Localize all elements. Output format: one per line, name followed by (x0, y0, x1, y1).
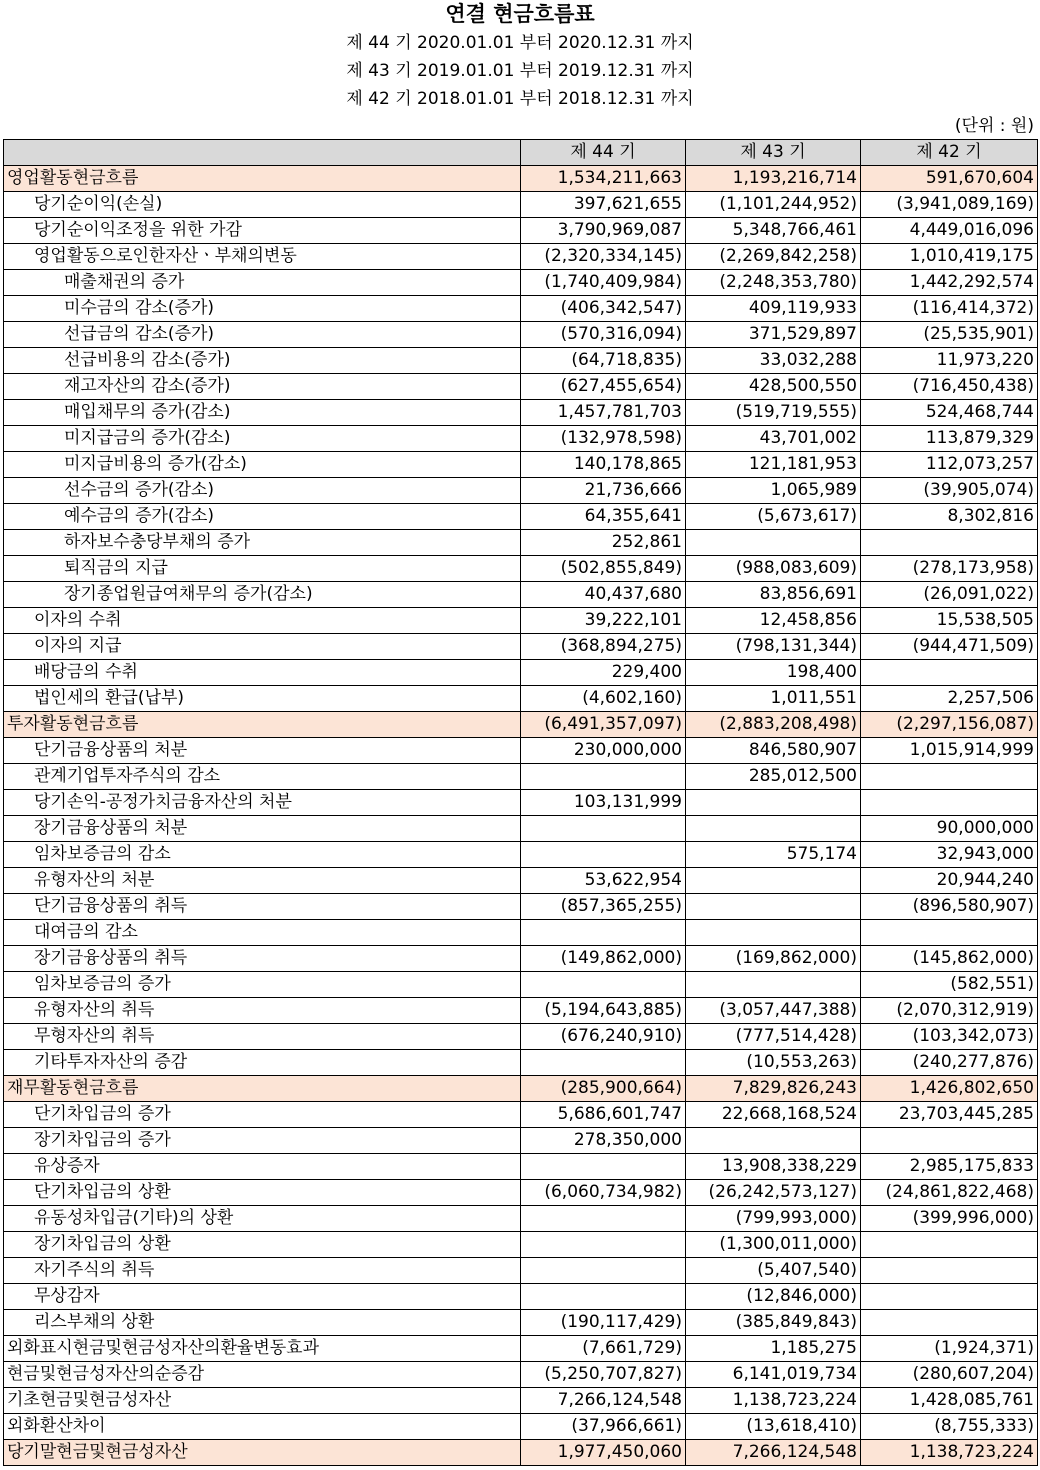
table-row (4, 738, 1038, 764)
value-44 (521, 920, 686, 946)
value-42: (1,924,371) (861, 1336, 1038, 1362)
value-42: 112,073,257 (861, 452, 1038, 478)
table-row (4, 1050, 1038, 1076)
section-row (4, 712, 1038, 738)
value-42 (861, 920, 1038, 946)
period-line: 제 42 기 2018.01.01 부터 2018.12.31 까지 (346, 89, 694, 109)
value-43: 1,185,275 (686, 1336, 861, 1362)
value-43 (686, 868, 861, 894)
value-44: (368,894,275) (521, 634, 686, 660)
table-row (4, 1232, 1038, 1258)
value-43: 371,529,897 (686, 322, 861, 348)
table-row (4, 608, 1038, 634)
value-42: (280,607,204) (861, 1362, 1038, 1388)
value-43: (10,553,263) (686, 1050, 861, 1076)
value-43: (519,719,555) (686, 400, 861, 426)
value-43: (1,300,011,000) (686, 1232, 861, 1258)
value-43: 83,856,691 (686, 582, 861, 608)
value-42: (3,941,089,169) (861, 192, 1038, 218)
value-42: (26,091,022) (861, 582, 1038, 608)
value-44: (4,602,160) (521, 686, 686, 712)
table-row (4, 530, 1038, 556)
value-42 (861, 530, 1038, 556)
value-42: 2,257,506 (861, 686, 1038, 712)
table-row (4, 998, 1038, 1024)
value-44 (521, 842, 686, 868)
value-43 (686, 920, 861, 946)
value-44 (521, 1050, 686, 1076)
row-label: 배당금의 수취 (4, 660, 521, 686)
row-label: 리스부채의 상환 (4, 1310, 521, 1336)
value-43: 43,701,002 (686, 426, 861, 452)
value-43 (686, 972, 861, 998)
value-43 (686, 790, 861, 816)
value-42: 1,138,723,224 (861, 1440, 1038, 1466)
value-43: 121,181,953 (686, 452, 861, 478)
row-label: 당기손익-공정가치금융자산의 처분 (4, 790, 521, 816)
value-44 (521, 816, 686, 842)
value-42: 2,985,175,833 (861, 1154, 1038, 1180)
value-43: 198,400 (686, 660, 861, 686)
table-row (4, 218, 1038, 244)
table-row (4, 868, 1038, 894)
value-44: 230,000,000 (521, 738, 686, 764)
value-44 (521, 1258, 686, 1284)
value-43: 1,065,989 (686, 478, 861, 504)
value-44: (285,900,664) (521, 1076, 686, 1102)
value-44: 140,178,865 (521, 452, 686, 478)
value-44 (521, 972, 686, 998)
value-42: 1,426,802,650 (861, 1076, 1038, 1102)
value-43: 7,829,826,243 (686, 1076, 861, 1102)
cash-flow-table (3, 139, 1038, 1466)
table-row (4, 296, 1038, 322)
value-43: 1,138,723,224 (686, 1388, 861, 1414)
row-label: 유형자산의 처분 (4, 868, 521, 894)
value-42: (399,996,000) (861, 1206, 1038, 1232)
table-row (4, 816, 1038, 842)
value-42: (8,755,333) (861, 1414, 1038, 1440)
value-42: (25,535,901) (861, 322, 1038, 348)
value-44: 64,355,641 (521, 504, 686, 530)
value-43: (798,131,344) (686, 634, 861, 660)
row-label: 유동성차입금(기타)의 상환 (4, 1206, 521, 1232)
table-row (4, 348, 1038, 374)
value-43: (2,883,208,498) (686, 712, 861, 738)
table-row (4, 842, 1038, 868)
row-label: 영업활동으로인한자산ㆍ부채의변동 (4, 244, 521, 270)
row-label: 무상감자 (4, 1284, 521, 1310)
value-44: (627,455,654) (521, 374, 686, 400)
value-43: (26,242,573,127) (686, 1180, 861, 1206)
value-42: (24,861,822,468) (861, 1180, 1038, 1206)
table-row (4, 1024, 1038, 1050)
row-label: 관계기업투자주식의 감소 (4, 764, 521, 790)
row-label: 단기금융상품의 취득 (4, 894, 521, 920)
section-row (4, 1440, 1038, 1466)
table-row (4, 1102, 1038, 1128)
value-43: (777,514,428) (686, 1024, 861, 1050)
value-42 (861, 1128, 1038, 1154)
value-44 (521, 1206, 686, 1232)
table-row (4, 270, 1038, 296)
value-44: 252,861 (521, 530, 686, 556)
period-line: 제 43 기 2019.01.01 부터 2019.12.31 까지 (346, 61, 694, 81)
section-row (4, 1076, 1038, 1102)
value-43: 33,032,288 (686, 348, 861, 374)
value-42: (145,862,000) (861, 946, 1038, 972)
value-42: (716,450,438) (861, 374, 1038, 400)
row-label: 선수금의 증가(감소) (4, 478, 521, 504)
row-label: 이자의 지급 (4, 634, 521, 660)
row-label: 재무활동현금흐름 (4, 1076, 521, 1102)
table-row (4, 374, 1038, 400)
column-header-44: 제 44 기 (521, 140, 686, 166)
row-label: 외화표시현금및현금성자산의환율변동효과 (4, 1336, 521, 1362)
row-label: 장기차입금의 상환 (4, 1232, 521, 1258)
value-44: 229,400 (521, 660, 686, 686)
period-line: 제 44 기 2020.01.01 부터 2020.12.31 까지 (346, 33, 694, 53)
row-label: 예수금의 증가(감소) (4, 504, 521, 530)
value-42: 524,468,744 (861, 400, 1038, 426)
row-label: 임차보증금의 증가 (4, 972, 521, 998)
table-header-row (4, 140, 1038, 166)
value-42 (861, 790, 1038, 816)
row-label: 이자의 수취 (4, 608, 521, 634)
row-label: 장기종업원급여채무의 증가(감소) (4, 582, 521, 608)
row-label: 영업활동현금흐름 (4, 166, 521, 192)
value-43 (686, 894, 861, 920)
value-43: (2,248,353,780) (686, 270, 861, 296)
table-row (4, 1180, 1038, 1206)
row-label: 단기차입금의 상환 (4, 1180, 521, 1206)
value-43 (686, 816, 861, 842)
value-43: 5,348,766,461 (686, 218, 861, 244)
value-43: (1,101,244,952) (686, 192, 861, 218)
value-42 (861, 660, 1038, 686)
table-row (4, 556, 1038, 582)
table-row (4, 582, 1038, 608)
table-row (4, 426, 1038, 452)
table-row (4, 764, 1038, 790)
value-43: 846,580,907 (686, 738, 861, 764)
value-42: (278,173,958) (861, 556, 1038, 582)
value-42: 591,670,604 (861, 166, 1038, 192)
value-44: 5,686,601,747 (521, 1102, 686, 1128)
value-43: 1,011,551 (686, 686, 861, 712)
value-43: 12,458,856 (686, 608, 861, 634)
value-42: 20,944,240 (861, 868, 1038, 894)
table-row (4, 972, 1038, 998)
statement-title: 연결 현금흐름표 (445, 2, 595, 26)
value-43: 1,193,216,714 (686, 166, 861, 192)
row-label: 재고자산의 감소(증가) (4, 374, 521, 400)
table-row (4, 660, 1038, 686)
table-row (4, 946, 1038, 972)
value-44: 1,457,781,703 (521, 400, 686, 426)
table-row (4, 1258, 1038, 1284)
value-42: 1,428,085,761 (861, 1388, 1038, 1414)
row-label: 대여금의 감소 (4, 920, 521, 946)
row-label: 선급비용의 감소(증가) (4, 348, 521, 374)
row-label: 외화환산차이 (4, 1414, 521, 1440)
table-row (4, 1414, 1038, 1440)
column-header-42: 제 42 기 (861, 140, 1038, 166)
row-label: 기초현금및현금성자산 (4, 1388, 521, 1414)
value-43: 285,012,500 (686, 764, 861, 790)
table-row (4, 790, 1038, 816)
value-44: (570,316,094) (521, 322, 686, 348)
row-label: 자기주식의 취득 (4, 1258, 521, 1284)
row-label: 무형자산의 취득 (4, 1024, 521, 1050)
value-44: (676,240,910) (521, 1024, 686, 1050)
row-label: 유상증자 (4, 1154, 521, 1180)
table-row (4, 192, 1038, 218)
table-row (4, 244, 1038, 270)
value-42: 1,015,914,999 (861, 738, 1038, 764)
value-42: 11,973,220 (861, 348, 1038, 374)
column-header-label (4, 140, 521, 166)
value-43: 7,266,124,548 (686, 1440, 861, 1466)
row-label: 임차보증금의 감소 (4, 842, 521, 868)
value-42: (896,580,907) (861, 894, 1038, 920)
value-43: (5,673,617) (686, 504, 861, 530)
value-42: (944,471,509) (861, 634, 1038, 660)
value-42: 32,943,000 (861, 842, 1038, 868)
value-42: 4,449,016,096 (861, 218, 1038, 244)
value-44: (2,320,334,145) (521, 244, 686, 270)
table-row (4, 1362, 1038, 1388)
section-row (4, 166, 1038, 192)
value-42 (861, 1258, 1038, 1284)
table-row (4, 1206, 1038, 1232)
value-44: (6,060,734,982) (521, 1180, 686, 1206)
table-row (4, 322, 1038, 348)
value-42: (240,277,876) (861, 1050, 1038, 1076)
value-44: (5,194,643,885) (521, 998, 686, 1024)
row-label: 당기순이익(손실) (4, 192, 521, 218)
value-44: 7,266,124,548 (521, 1388, 686, 1414)
value-43: (12,846,000) (686, 1284, 861, 1310)
value-44: 103,131,999 (521, 790, 686, 816)
table-row (4, 452, 1038, 478)
row-label: 당기말현금및현금성자산 (4, 1440, 521, 1466)
table-row (4, 1284, 1038, 1310)
value-44: 1,977,450,060 (521, 1440, 686, 1466)
value-43: (3,057,447,388) (686, 998, 861, 1024)
value-42: (116,414,372) (861, 296, 1038, 322)
value-43: (385,849,843) (686, 1310, 861, 1336)
row-label: 현금및현금성자산의순증감 (4, 1362, 521, 1388)
value-43: (988,083,609) (686, 556, 861, 582)
value-44: 397,621,655 (521, 192, 686, 218)
value-43: 575,174 (686, 842, 861, 868)
row-label: 단기금융상품의 처분 (4, 738, 521, 764)
row-label: 장기금융상품의 처분 (4, 816, 521, 842)
value-42: 23,703,445,285 (861, 1102, 1038, 1128)
value-42 (861, 1232, 1038, 1258)
value-42: (2,297,156,087) (861, 712, 1038, 738)
table-row (4, 1388, 1038, 1414)
value-42: 90,000,000 (861, 816, 1038, 842)
row-label: 당기순이익조정을 위한 가감 (4, 218, 521, 244)
row-label: 단기차입금의 증가 (4, 1102, 521, 1128)
value-43: 409,119,933 (686, 296, 861, 322)
value-44 (521, 1154, 686, 1180)
unit-label: (단위 : 원) (954, 116, 1034, 136)
value-44: 21,736,666 (521, 478, 686, 504)
value-42: 8,302,816 (861, 504, 1038, 530)
table-row (4, 1336, 1038, 1362)
value-43: (799,993,000) (686, 1206, 861, 1232)
value-44: (7,661,729) (521, 1336, 686, 1362)
row-label: 선급금의 감소(증가) (4, 322, 521, 348)
value-43 (686, 530, 861, 556)
table-row (4, 504, 1038, 530)
value-44 (521, 1232, 686, 1258)
table-row (4, 894, 1038, 920)
table-row (4, 1128, 1038, 1154)
value-42: 1,010,419,175 (861, 244, 1038, 270)
row-label: 법인세의 환급(납부) (4, 686, 521, 712)
value-43: (169,862,000) (686, 946, 861, 972)
table-row (4, 920, 1038, 946)
value-44: 39,222,101 (521, 608, 686, 634)
value-42: 1,442,292,574 (861, 270, 1038, 296)
value-42: (2,070,312,919) (861, 998, 1038, 1024)
value-44: 53,622,954 (521, 868, 686, 894)
value-44: 3,790,969,087 (521, 218, 686, 244)
row-label: 하자보수충당부채의 증가 (4, 530, 521, 556)
value-44: (502,855,849) (521, 556, 686, 582)
row-label: 투자활동현금흐름 (4, 712, 521, 738)
value-43: 22,668,168,524 (686, 1102, 861, 1128)
value-43 (686, 1128, 861, 1154)
statement-header (0, 0, 1040, 113)
value-43: (5,407,540) (686, 1258, 861, 1284)
value-44: 1,534,211,663 (521, 166, 686, 192)
value-44: (149,862,000) (521, 946, 686, 972)
value-42: 113,879,329 (861, 426, 1038, 452)
row-label: 기타투자자산의 증감 (4, 1050, 521, 1076)
value-43: (2,269,842,258) (686, 244, 861, 270)
value-44: (5,250,707,827) (521, 1362, 686, 1388)
table-row (4, 1310, 1038, 1336)
value-42: (103,342,073) (861, 1024, 1038, 1050)
value-44: (1,740,409,984) (521, 270, 686, 296)
value-42: (39,905,074) (861, 478, 1038, 504)
value-42 (861, 764, 1038, 790)
table-row (4, 1154, 1038, 1180)
value-43: 428,500,550 (686, 374, 861, 400)
table-row (4, 478, 1038, 504)
column-header-43: 제 43 기 (686, 140, 861, 166)
table-row (4, 686, 1038, 712)
value-44: 40,437,680 (521, 582, 686, 608)
value-44 (521, 1284, 686, 1310)
row-label: 유형자산의 취득 (4, 998, 521, 1024)
row-label: 장기차입금의 증가 (4, 1128, 521, 1154)
value-44: (857,365,255) (521, 894, 686, 920)
value-43: (13,618,410) (686, 1414, 861, 1440)
value-42: 15,538,505 (861, 608, 1038, 634)
value-44: (406,342,547) (521, 296, 686, 322)
value-42 (861, 1284, 1038, 1310)
row-label: 장기금융상품의 취득 (4, 946, 521, 972)
value-44: 278,350,000 (521, 1128, 686, 1154)
value-42 (861, 1310, 1038, 1336)
row-label: 미수금의 감소(증가) (4, 296, 521, 322)
value-44 (521, 764, 686, 790)
row-label: 매입채무의 증가(감소) (4, 400, 521, 426)
value-42: (582,551) (861, 972, 1038, 998)
row-label: 퇴직금의 지급 (4, 556, 521, 582)
value-43: 13,908,338,229 (686, 1154, 861, 1180)
value-44: (6,491,357,097) (521, 712, 686, 738)
value-44: (190,117,429) (521, 1310, 686, 1336)
row-label: 미지급금의 증가(감소) (4, 426, 521, 452)
value-44: (64,718,835) (521, 348, 686, 374)
value-44: (132,978,598) (521, 426, 686, 452)
table-row (4, 634, 1038, 660)
table-body (4, 166, 1038, 1466)
row-label: 매출채권의 증가 (4, 270, 521, 296)
row-label: 미지급비용의 증가(감소) (4, 452, 521, 478)
value-43: 6,141,019,734 (686, 1362, 861, 1388)
table-row (4, 400, 1038, 426)
value-44: (37,966,661) (521, 1414, 686, 1440)
